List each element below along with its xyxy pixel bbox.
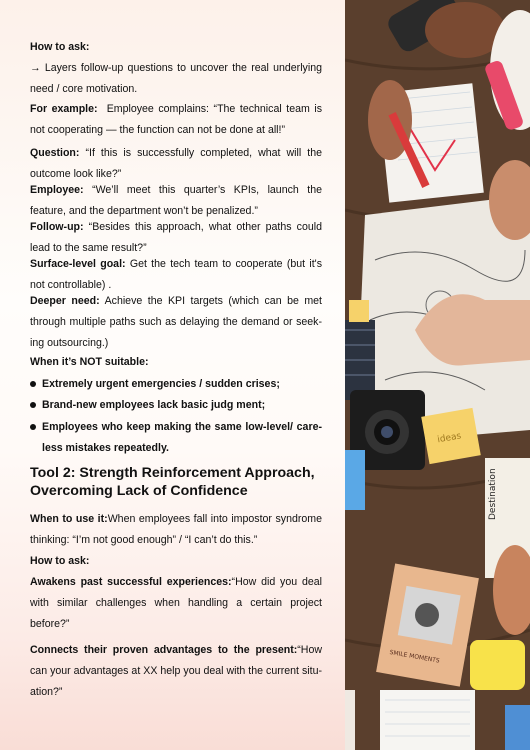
followup-paragraph	[30, 217, 322, 259]
connects-label: Connects their proven advantages to the present:	[30, 644, 298, 656]
question-label: Question:	[30, 147, 80, 159]
awakens-paragraph	[30, 572, 322, 635]
deeper-label: Deeper need:	[30, 295, 100, 307]
example-paragraph	[30, 99, 322, 141]
not-suitable-heading: When it’s NOT suitable:	[30, 356, 149, 368]
destination-text: Destination	[488, 468, 498, 520]
connects-text: “How can your advantages at XX help you deal with the current situ-ation?”	[30, 644, 322, 698]
example-text: Employee complains: “The technical team is not cooperating — the function can not be done at all!”	[30, 103, 323, 136]
employee-label: Employee:	[30, 184, 84, 196]
question-paragraph	[30, 143, 322, 185]
when-label: When to use it:	[30, 513, 108, 525]
employee-text: “We’ll meet this quarter’s KPIs, launch the feature, and the department won’t be penalized.”	[30, 184, 322, 217]
how-to-ask-heading-2: How to ask:	[30, 555, 90, 567]
surface-text: Get the tech team to cooperate (but it's not controllable) .	[30, 258, 322, 291]
when-text: When employees fall into impostor syndrome thinking: “I’m not good enough” / “I can’t do this.”	[30, 513, 322, 546]
when-paragraph	[30, 509, 322, 551]
list-item: Brand-new employees lack basic judg ment;	[30, 395, 322, 416]
connects-paragraph	[30, 640, 322, 703]
how-to-ask-heading: How to ask:	[30, 41, 90, 53]
sticky-text: ideas	[436, 431, 463, 446]
deeper-paragraph	[30, 291, 322, 354]
deeper-text: Achieve the KPI targets (which can be met through multiple paths such as delaying the demand or seek-ing outsourcing.)	[30, 295, 322, 349]
awakens-text: “How did you deal with similar challenges when handling a certain project before?”	[30, 576, 322, 630]
question-text: “If this is successfully completed, what will the outcome look like?”	[30, 147, 322, 180]
tool2-title: Tool 2: Strength Reinforcement Approach, Overcoming Lack of Confidence	[30, 465, 315, 499]
layers-text: → Layers follow-up questions to uncover the real underlying need / core motivation.	[30, 62, 322, 95]
list-item: Extremely urgent emergencies / sudden crises;	[30, 374, 322, 395]
surface-label: Surface-level goal:	[30, 258, 126, 270]
followup-text: “Besides this approach, what other paths could lead to the same result?”	[30, 221, 322, 254]
card-text: SMILE MOMENTS	[389, 648, 441, 665]
example-label: For example:	[30, 103, 98, 115]
employee-paragraph	[30, 180, 322, 222]
followup-label: Follow-up:	[30, 221, 84, 233]
list-item: Employees who keep making the same low-level/ care-less mistakes repeatedly.	[30, 417, 322, 459]
not-suitable-list	[30, 374, 322, 459]
teamwork-photo	[345, 0, 530, 750]
awakens-label: Awakens past successful experiences:	[30, 576, 232, 588]
surface-paragraph	[30, 254, 322, 296]
photo-illustration	[345, 0, 530, 750]
